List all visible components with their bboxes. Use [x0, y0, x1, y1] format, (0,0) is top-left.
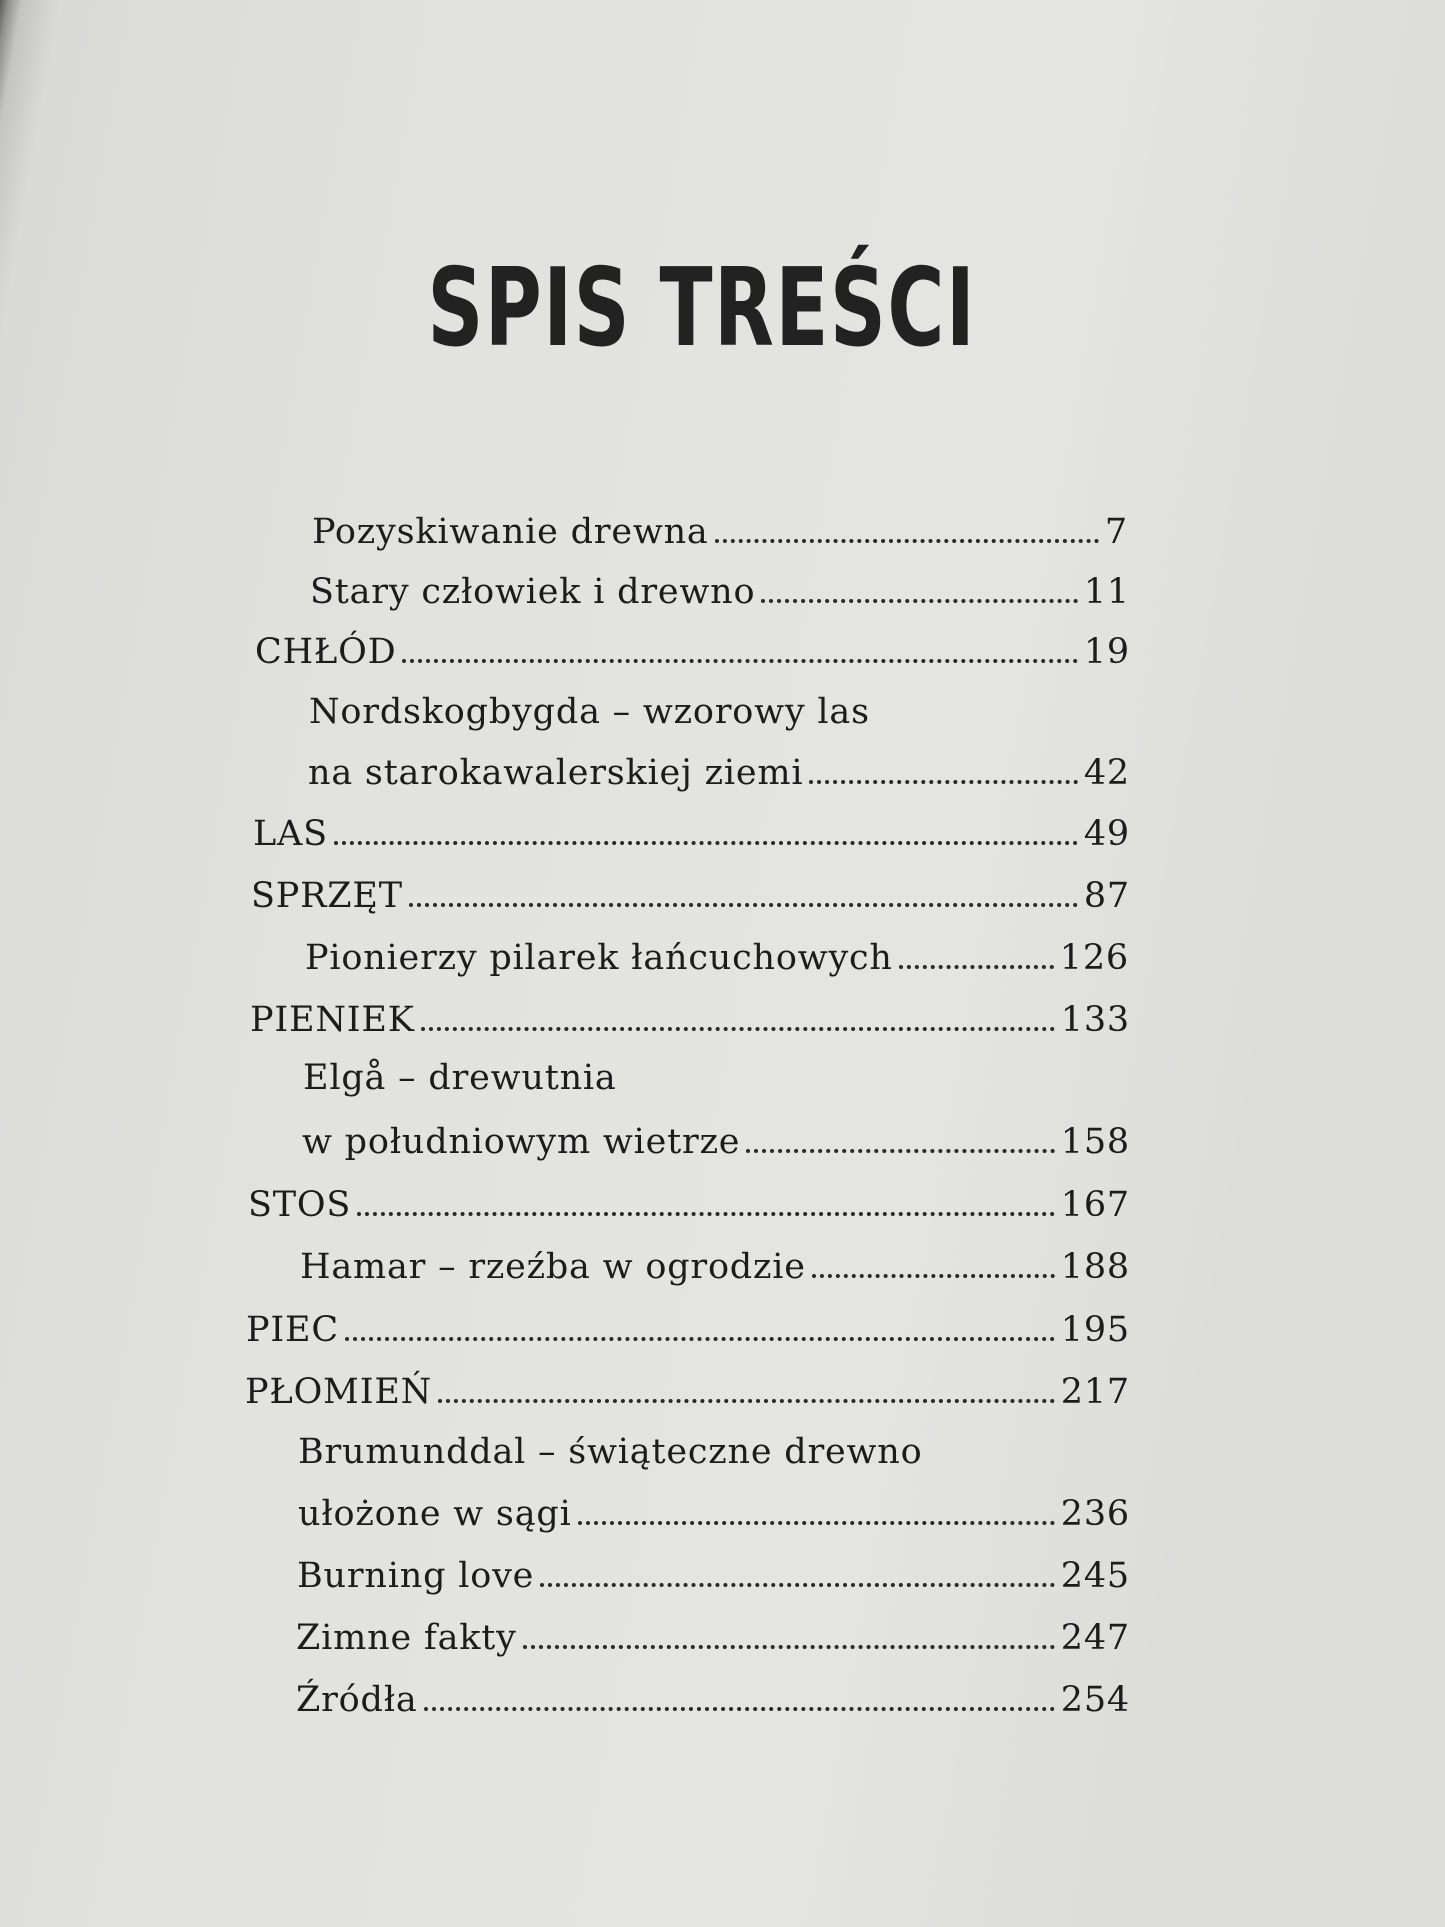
dot-leader — [761, 599, 1078, 603]
dot-leader — [540, 1583, 1055, 1587]
toc-entry — [300, 1225, 1130, 1285]
toc-entry-page: 158 — [1060, 1122, 1130, 1162]
toc-entry-page: 87 — [1083, 876, 1130, 916]
dot-leader — [402, 659, 1077, 663]
toc-entry-label: PIEC — [246, 1310, 339, 1350]
dot-leader — [424, 1707, 1055, 1711]
toc-entry — [251, 854, 1130, 914]
toc-entry-label-line1: Nordskogbygda – wzorowy las — [309, 692, 870, 732]
toc-entry-label: Hamar – rzeźba w ogrodzie — [300, 1247, 806, 1287]
toc-entry — [296, 1658, 1130, 1718]
toc-entry-label: ułożone w sągi — [298, 1494, 572, 1534]
toc-entry — [302, 1100, 1130, 1160]
toc-entry-label: STOS — [248, 1185, 352, 1225]
dot-leader — [715, 539, 1099, 543]
toc-entry — [312, 490, 1128, 550]
toc-entry — [250, 978, 1130, 1038]
toc-entry — [305, 916, 1129, 976]
toc-entry-first-line — [298, 1410, 1130, 1470]
dot-leader — [345, 1337, 1055, 1341]
toc-entry-page: 195 — [1060, 1310, 1130, 1350]
dot-leader — [812, 1274, 1055, 1278]
toc-entry-page: 7 — [1104, 512, 1128, 552]
toc-entry-label: w południowym wietrze — [302, 1122, 741, 1162]
toc-entry — [248, 1163, 1130, 1223]
toc-entry-label: PIENIEK — [250, 1000, 415, 1040]
toc-entry-label: PŁOMIEŃ — [245, 1372, 433, 1412]
toc-entry-label-line1: Elgå – drewutnia — [303, 1058, 617, 1098]
dot-leader — [809, 780, 1078, 784]
dot-leader — [523, 1645, 1055, 1649]
toc-entry-page: 188 — [1060, 1247, 1130, 1287]
toc-entry — [298, 1472, 1130, 1532]
toc-entry-label: Burning love — [297, 1556, 535, 1596]
toc-entry-page: 49 — [1083, 814, 1130, 854]
toc-entry — [255, 610, 1130, 670]
toc-entry-page: 126 — [1059, 938, 1129, 978]
toc-entry — [246, 1288, 1130, 1348]
toc-entry — [296, 1596, 1130, 1656]
toc-entry — [297, 1534, 1130, 1594]
toc-entry-label: Pozyskiwanie drewna — [312, 512, 709, 552]
toc-entry-page: 217 — [1060, 1372, 1130, 1412]
dot-leader — [438, 1399, 1055, 1403]
toc-entry-label: CHŁÓD — [255, 632, 397, 672]
toc-entry-label-line1: Brumunddal – świąteczne drewno — [298, 1432, 923, 1472]
page-title: SPIS TREŚCI — [427, 246, 977, 371]
dot-leader — [899, 965, 1054, 969]
toc-entry-page: 42 — [1083, 753, 1130, 793]
toc-entry-page: 167 — [1060, 1185, 1130, 1225]
toc-entry — [245, 1350, 1130, 1410]
toc-entry-label: Stary człowiek i drewno — [310, 572, 756, 612]
toc-entry-label: LAS — [253, 814, 328, 854]
dot-leader — [409, 903, 1078, 907]
toc-entry-page: 133 — [1060, 1000, 1130, 1040]
toc-entry-page: 247 — [1060, 1618, 1130, 1658]
toc-entry-page: 19 — [1083, 632, 1130, 672]
toc-entry-label: Zimne fakty — [296, 1618, 517, 1658]
toc-entry — [253, 792, 1130, 852]
toc-entry-page: 245 — [1060, 1556, 1130, 1596]
toc-entry-label: Źródła — [296, 1680, 418, 1720]
toc-entry-page: 236 — [1060, 1494, 1130, 1534]
dot-leader — [357, 1212, 1055, 1216]
toc-entry-first-line — [309, 670, 1129, 730]
toc-entry-label: na starokawalerskiej ziemi — [308, 753, 804, 793]
toc-entry — [310, 550, 1130, 610]
toc-entry-label: SPRZĘT — [251, 876, 403, 916]
toc-entry — [308, 731, 1130, 791]
toc-entry-first-line — [303, 1036, 1129, 1096]
toc-entry-label: Pionierzy pilarek łańcuchowych — [305, 938, 893, 978]
dot-leader — [578, 1521, 1055, 1525]
dot-leader — [746, 1149, 1054, 1153]
toc-entry-page: 254 — [1060, 1680, 1130, 1720]
toc-entry-page: 11 — [1083, 572, 1130, 612]
dot-leader — [334, 841, 1078, 845]
dot-leader — [421, 1027, 1055, 1031]
